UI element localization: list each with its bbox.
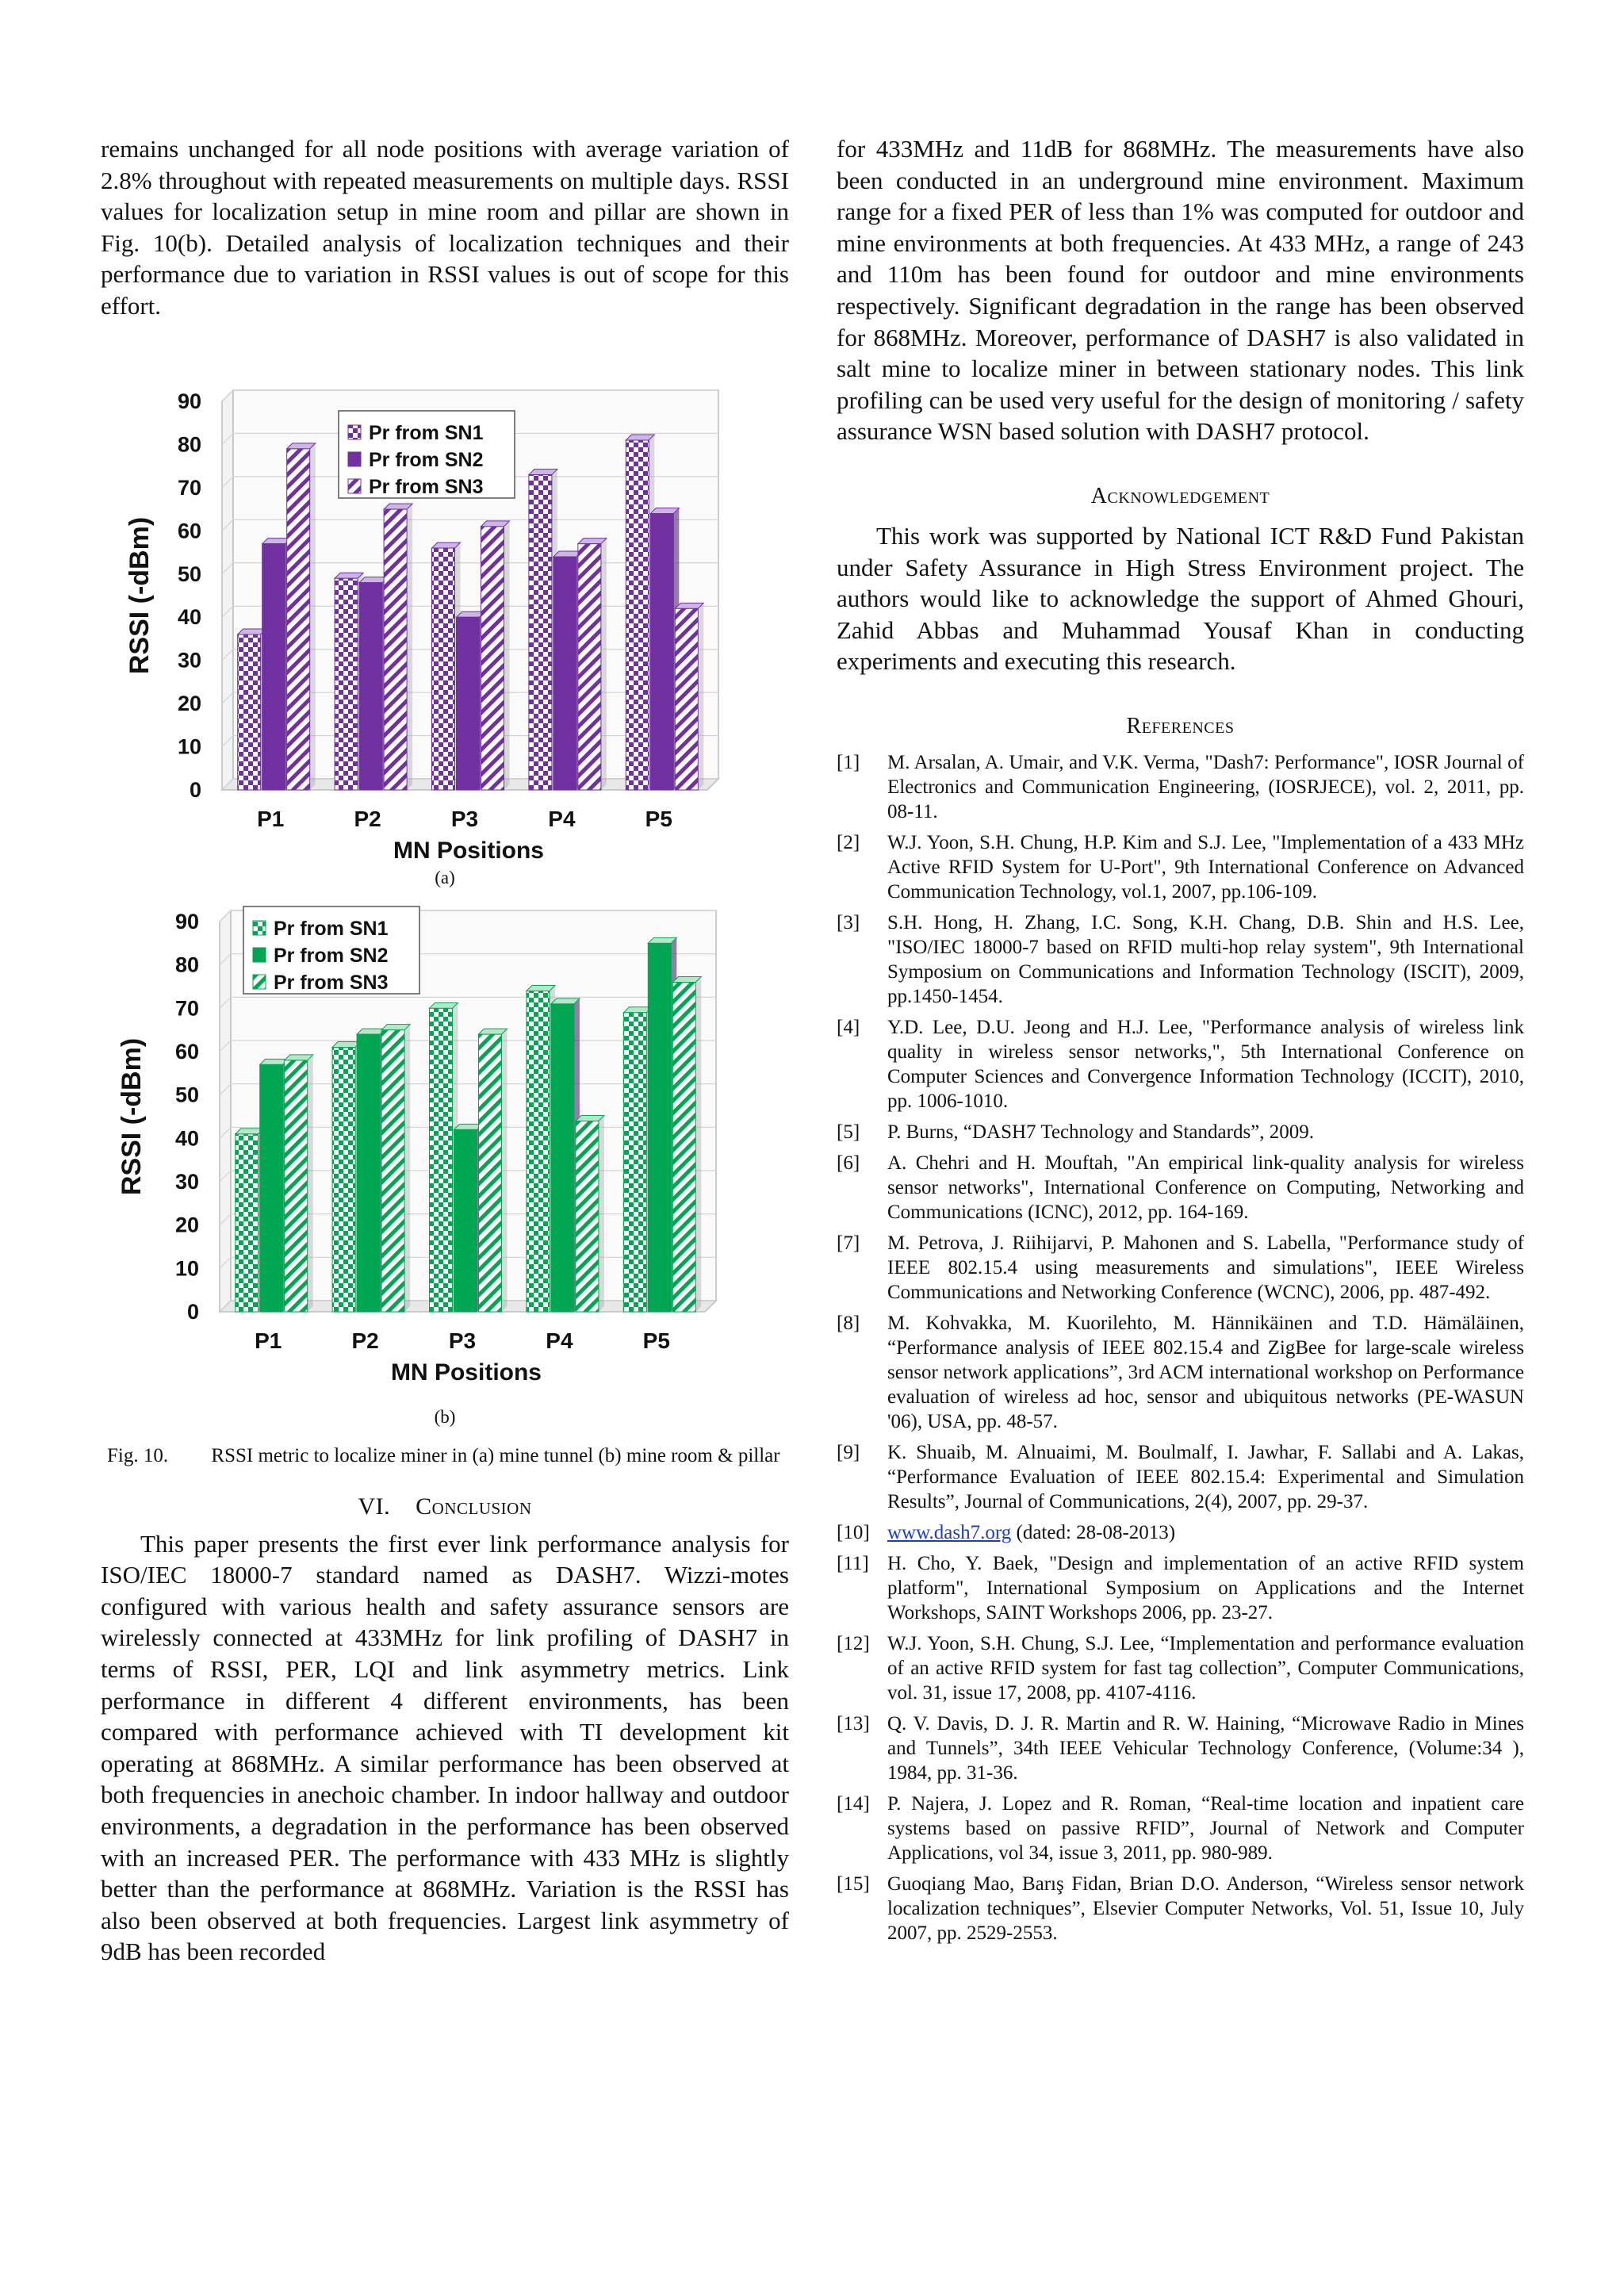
reference-text: A. Chehri and H. Mouftah, "An empirical link-quality analysis for wireless sensor networks", International Conference on Computing, Networking and Communications (ICNC), 2012, pp. 164-169.	[887, 1152, 1524, 1223]
reference-text	[887, 1520, 1524, 1545]
bar-top	[285, 1054, 313, 1060]
reference-item	[837, 1551, 1524, 1625]
intro-paragraph: remains unchanged for all node positions with average variation of 2.8% throughout with repeated measurements on multiple days. RSSI values for localization setup in mine room and pillar are shown in Fig. 10(b). Detailed analysis of localization techniques and their performance due to variation in RSSI values is out of scope for this effort.	[101, 135, 789, 320]
legend-swatch	[348, 452, 361, 466]
sublabel-a: (a)	[435, 867, 455, 887]
bar	[578, 543, 601, 789]
bar	[576, 1121, 599, 1312]
y-tick-label: 60	[174, 1039, 199, 1064]
y-tick-label: 90	[177, 389, 201, 413]
reference-number: [8]	[837, 1312, 860, 1334]
bar-side	[308, 1054, 313, 1311]
legend-label: Pr from SN1	[274, 917, 389, 940]
bar	[648, 943, 671, 1312]
reference-text: H. Cho, Y. Baek, "Design and implementation of an active RFID system platform", International Symposium on Applications and the Internet Workshops, SAINT Workshops 2006, pp. 23-27.	[887, 1552, 1524, 1623]
bar	[527, 991, 550, 1312]
reference-text: K. Shuaib, M. Alnuaimi, M. Boulmalf, I. Jawhar, F. Sallabi and A. Lakas, “Performance Evaluation of IEEE 802.15.4: Experimental and Simulation Results”, Journal of Communications, 2(4), 2007, pp. 29-37.	[887, 1441, 1524, 1512]
caption-text: RSSI metric to localize miner in (a) mine tunnel (b) mine room & pillar	[211, 1444, 780, 1466]
reference-number: [11]	[837, 1552, 869, 1574]
bar	[553, 557, 576, 790]
left-column	[101, 133, 789, 1968]
y-tick-label: 40	[177, 604, 201, 629]
y-tick-label: 0	[186, 1299, 199, 1324]
bar-top	[432, 542, 461, 548]
reference-text: Q. V. Davis, D. J. R. Martin and R. W. Haining, “Microwave Radio in Mines and Tunnels”, 34th IEEE Vehicular Technology Conference, (Volume:34 ), 1984, pp. 31-36.	[887, 1712, 1524, 1784]
y-tick-label: 50	[174, 1083, 199, 1107]
bar-top	[430, 1002, 458, 1008]
x-tick-label: P5	[645, 806, 672, 831]
side-wall	[220, 910, 231, 1312]
bar-side	[504, 520, 510, 789]
conclusion-heading	[101, 1493, 789, 1520]
reference-item	[837, 1015, 1524, 1114]
y-tick-label: 40	[174, 1125, 199, 1150]
chart-a-svg	[101, 338, 789, 864]
bar	[672, 982, 695, 1311]
bar	[626, 440, 649, 790]
bar-top	[576, 1115, 604, 1121]
reference-list	[837, 750, 1524, 1945]
reference-item	[837, 1792, 1524, 1865]
side-wall	[222, 390, 233, 790]
reference-item	[837, 1440, 1524, 1514]
reference-item	[837, 1151, 1524, 1225]
x-tick-label: P1	[255, 1328, 282, 1353]
x-axis-title: MN Positions	[393, 837, 545, 864]
reference-number: [7]	[837, 1232, 860, 1254]
reference-text: Guoqiang Mao, Barış Fidan, Brian D.O. Anderson, “Wireless sensor network localization techniques”, Elsevier Computer Networks, Vol. 51, Issue 10, July 2007, pp. 2529-2553.	[887, 1872, 1524, 1944]
y-tick-label: 30	[177, 648, 201, 673]
bar	[381, 1029, 404, 1311]
reference-text: W.J. Yoon, S.H. Chung, H.P. Kim and S.J. Lee, "Implementation of a 433 MHz Active RFID System for U-Port", 9th International Conference on Advanced Communication Technology, vol.1, 2007, pp.106-109.	[887, 831, 1524, 903]
bar	[332, 1047, 355, 1311]
x-tick-label: P3	[450, 806, 479, 831]
x-tick-label: P3	[448, 1328, 477, 1353]
acknowledgement-text: This work was supported by National ICT R&D Fund Pakistan under Safety Assurance in High Stress Environment project. The authors would like to acknowledge the support of Ahmed Ghouri, Zahid Abbas and Muhammad Yousaf Khan in conducting experiments and executing this research.	[837, 521, 1524, 676]
x-tick-label: P2	[351, 1328, 379, 1353]
legend-label: Pr from SN3	[274, 971, 389, 994]
reference-number: [1]	[837, 751, 860, 773]
reference-text: P. Najera, J. Lopez and R. Roman, “Real-time location and inpatient care systems based on passive RFID”, Journal of Network and Computer Applications, vol 34, issue 3, 2011, pp. 980-989.	[887, 1792, 1524, 1864]
bar-top	[481, 520, 510, 526]
conclusion-paragraph-1: This paper presents the first ever link performance analysis for ISO/IEC 18000-7 standard named as DASH7. Wizzi-motes configured with various health and safety assurance sensors are wirelessly connected at 433MHz for link profiling of DASH7 in terms of RSSI, PER, LQI and link asymmetry metrics. Link performance in different 4 different environments, has been compared with performance achieved with TI development kit operating at 868MHz. A similar performance has been observed at both frequencies in anechoic chamber. In indoor hallway and outdoor environments, a degradation in the performance has been observed with an increased PER. The performance with 433 MHz is slightly better than the performance at 868MHz. Variation is the RSSI has also been observed at both frequencies. Largest link asymmetry of 9dB has been recorded	[101, 1529, 789, 1966]
bar-top	[384, 504, 412, 509]
y-tick-label: 90	[174, 909, 199, 933]
reference-text: S.H. Hong, H. Zhang, I.C. Song, K.H. Chang, D.B. Shin and H.S. Lee, "ISO/IEC 18000-7 based on RFID multi-hop relay system", 9th International Symposium on Communications and Information Technology (ISCIT), 2009, pp.1450-1454.	[887, 911, 1524, 1007]
reference-number: [5]	[837, 1121, 860, 1143]
reference-item	[837, 1311, 1524, 1434]
bar-side	[502, 1029, 508, 1312]
y-tick-label: 60	[177, 518, 201, 542]
reference-item	[837, 1231, 1524, 1305]
legend-label: Pr from SN1	[369, 421, 484, 444]
bar	[432, 548, 455, 790]
bar-side	[599, 1115, 604, 1312]
bar-top	[527, 985, 555, 991]
reference-number: [4]	[837, 1016, 860, 1038]
reference-number: [10]	[837, 1521, 870, 1543]
legend-swatch	[253, 948, 266, 962]
y-tick-label: 10	[177, 734, 201, 759]
bar	[430, 1008, 453, 1312]
bar	[529, 474, 552, 789]
bar-top	[672, 976, 701, 982]
y-tick-label: 80	[177, 432, 201, 457]
bar	[481, 526, 504, 789]
bar-side	[407, 504, 412, 790]
bar	[260, 1064, 283, 1312]
y-tick-label: 50	[177, 562, 201, 586]
bar-side	[695, 976, 701, 1311]
reference-number: [12]	[837, 1632, 870, 1654]
sublabel-b: (b)	[434, 1406, 456, 1427]
y-tick-label: 0	[189, 777, 201, 802]
reference-item	[837, 1520, 1524, 1545]
chart-b-svg	[101, 893, 789, 1401]
bar-top	[551, 998, 580, 1003]
bar-top	[287, 443, 316, 448]
bar-side	[601, 538, 607, 789]
reference-item	[837, 910, 1524, 1009]
bar	[236, 1133, 259, 1311]
y-tick-label: 70	[174, 995, 199, 1020]
legend	[243, 907, 419, 994]
reference-text: M. Petrova, J. Riihijarvi, P. Mahonen and S. Labella, "Performance study of IEEE 802.15.4 using measurements and simulations", IEEE Wireless Communications and Networking Conference (WCNC), 2006, pp. 487-492.	[887, 1232, 1524, 1303]
reference-text: M. Kohvakka, M. Kuorilehto, M. Hännikäinen and T.D. Hämäläinen, “Performance analysis of IEEE 802.15.4 and ZigBee for large-scale wireless sensor network applications”, 3rd ACM international workshop on Performance evaluation of wireless ad hoc, sensor and ubiquitous networks (PE-WASUN '06), USA, pp. 48-57.	[887, 1312, 1524, 1432]
reference-link[interactable]: www.dash7.org	[887, 1521, 1012, 1543]
bar-top	[675, 603, 703, 608]
reference-number: [3]	[837, 911, 860, 933]
reference-number: [15]	[837, 1872, 870, 1895]
reference-number: [2]	[837, 831, 860, 853]
legend-label: Pr from SN2	[369, 448, 484, 471]
legend-label: Pr from SN2	[274, 944, 389, 967]
x-axis-title: MN Positions	[390, 1359, 542, 1386]
legend-swatch	[348, 425, 361, 439]
reference-number: [13]	[837, 1712, 870, 1734]
legend-swatch	[253, 975, 266, 989]
bar-top	[626, 435, 654, 440]
legend	[339, 411, 515, 498]
reference-number: [14]	[837, 1792, 870, 1815]
bar	[287, 448, 310, 789]
y-tick-label: 20	[174, 1213, 199, 1237]
reference-item	[837, 1872, 1524, 1945]
right-column	[837, 133, 1524, 1952]
y-tick-label: 20	[177, 691, 201, 715]
bar-top	[578, 538, 607, 543]
bar	[454, 1129, 477, 1312]
x-tick-label: P5	[642, 1328, 670, 1353]
conclusion-paragraph-2: for 433MHz and 11dB for 868MHz. The measurements have also been conducted in an underground mine environment. Maximum range for a fixed PER of less than 1% was computed for outdoor and mine environments at both frequencies. At 433 MHz, a range of 243 and 110m has been found for outdoor and mine environments respectively. Significant degradation in the range has been observed for 868MHz. Moreover, performance of DASH7 is also validated in salt mine to localize miner in between stationary nodes. This link profiling can be used very useful for the design of monitoring / safety assurance WSN based solution with DASH7 protocol.	[837, 135, 1524, 446]
x-tick-label: P4	[546, 1328, 573, 1353]
acknowledgement-heading: Acknowledgement	[1090, 483, 1270, 508]
reference-text: W.J. Yoon, S.H. Chung, S.J. Lee, “Implementation and performance evaluation of an active RFID system for fast tag collection”, Computer Communications, vol. 31, issue 17, 2008, pp. 4107-4116.	[887, 1632, 1524, 1704]
chart-a	[101, 338, 789, 888]
x-tick-label: P1	[257, 806, 285, 831]
x-tick-label: P2	[354, 806, 381, 831]
y-axis-title: RSSI (-dBm)	[117, 1037, 147, 1195]
bar-top	[648, 937, 676, 943]
bar-top	[650, 508, 679, 513]
figure-10b	[101, 893, 789, 1464]
bar-top	[529, 469, 557, 474]
x-tick-label: P4	[548, 806, 576, 831]
bar	[357, 1034, 380, 1312]
conclusion-title: Conclusion	[416, 1493, 532, 1520]
bar	[623, 1012, 646, 1311]
y-tick-label: 10	[174, 1255, 199, 1280]
bar-top	[381, 1024, 410, 1029]
references-heading: References	[1126, 713, 1235, 738]
reference-number: [6]	[837, 1152, 860, 1174]
reference-number: [9]	[837, 1441, 860, 1463]
bar	[479, 1034, 502, 1312]
bar	[650, 513, 673, 789]
reference-text: Y.D. Lee, D.U. Jeong and H.J. Lee, "Performance analysis of wireless link quality in wireless sensor networks,", 5th International Conference on Computer Sciences and Convergence Information Technology (ICCIT), 2010, pp. 1006-1010.	[887, 1016, 1524, 1112]
bar-side	[310, 443, 316, 789]
bar-side	[404, 1024, 410, 1311]
y-tick-label: 70	[177, 475, 201, 500]
bar	[551, 1003, 574, 1311]
bar	[457, 617, 480, 790]
legend-swatch	[348, 479, 361, 493]
bar	[285, 1060, 308, 1311]
reference-item	[837, 750, 1524, 824]
reference-item	[837, 830, 1524, 904]
chart-b	[101, 893, 789, 1428]
reference-item	[837, 1631, 1524, 1705]
bar	[359, 582, 382, 789]
legend-swatch	[253, 921, 266, 935]
bar-side	[698, 603, 703, 790]
reference-item	[837, 1711, 1524, 1785]
bar	[384, 509, 407, 790]
reference-text: M. Arsalan, A. Umair, and V.K. Verma, "Dash7: Performance", IOSR Journal of Electronics and Communication Engineering, (IOSRJECE), vol. 2, 2011, pp. 08-11.	[887, 751, 1524, 822]
bar-top	[335, 573, 363, 578]
y-axis-title: RSSI (-dBm)	[124, 516, 155, 674]
reference-link-suffix: (dated: 28-08-2013)	[1011, 1521, 1176, 1543]
conclusion-number: VI.	[358, 1493, 391, 1520]
bar	[675, 608, 698, 790]
reference-item	[837, 1120, 1524, 1144]
bar	[238, 634, 261, 790]
bar	[262, 543, 285, 789]
caption-number: Fig. 10.	[107, 1444, 169, 1466]
bar	[335, 578, 358, 790]
y-tick-label: 30	[174, 1169, 199, 1194]
legend-label: Pr from SN3	[369, 475, 484, 498]
bar-top	[479, 1029, 508, 1034]
reference-text: P. Burns, “DASH7 Technology and Standards”, 2009.	[887, 1121, 1315, 1143]
y-tick-label: 80	[174, 953, 199, 977]
